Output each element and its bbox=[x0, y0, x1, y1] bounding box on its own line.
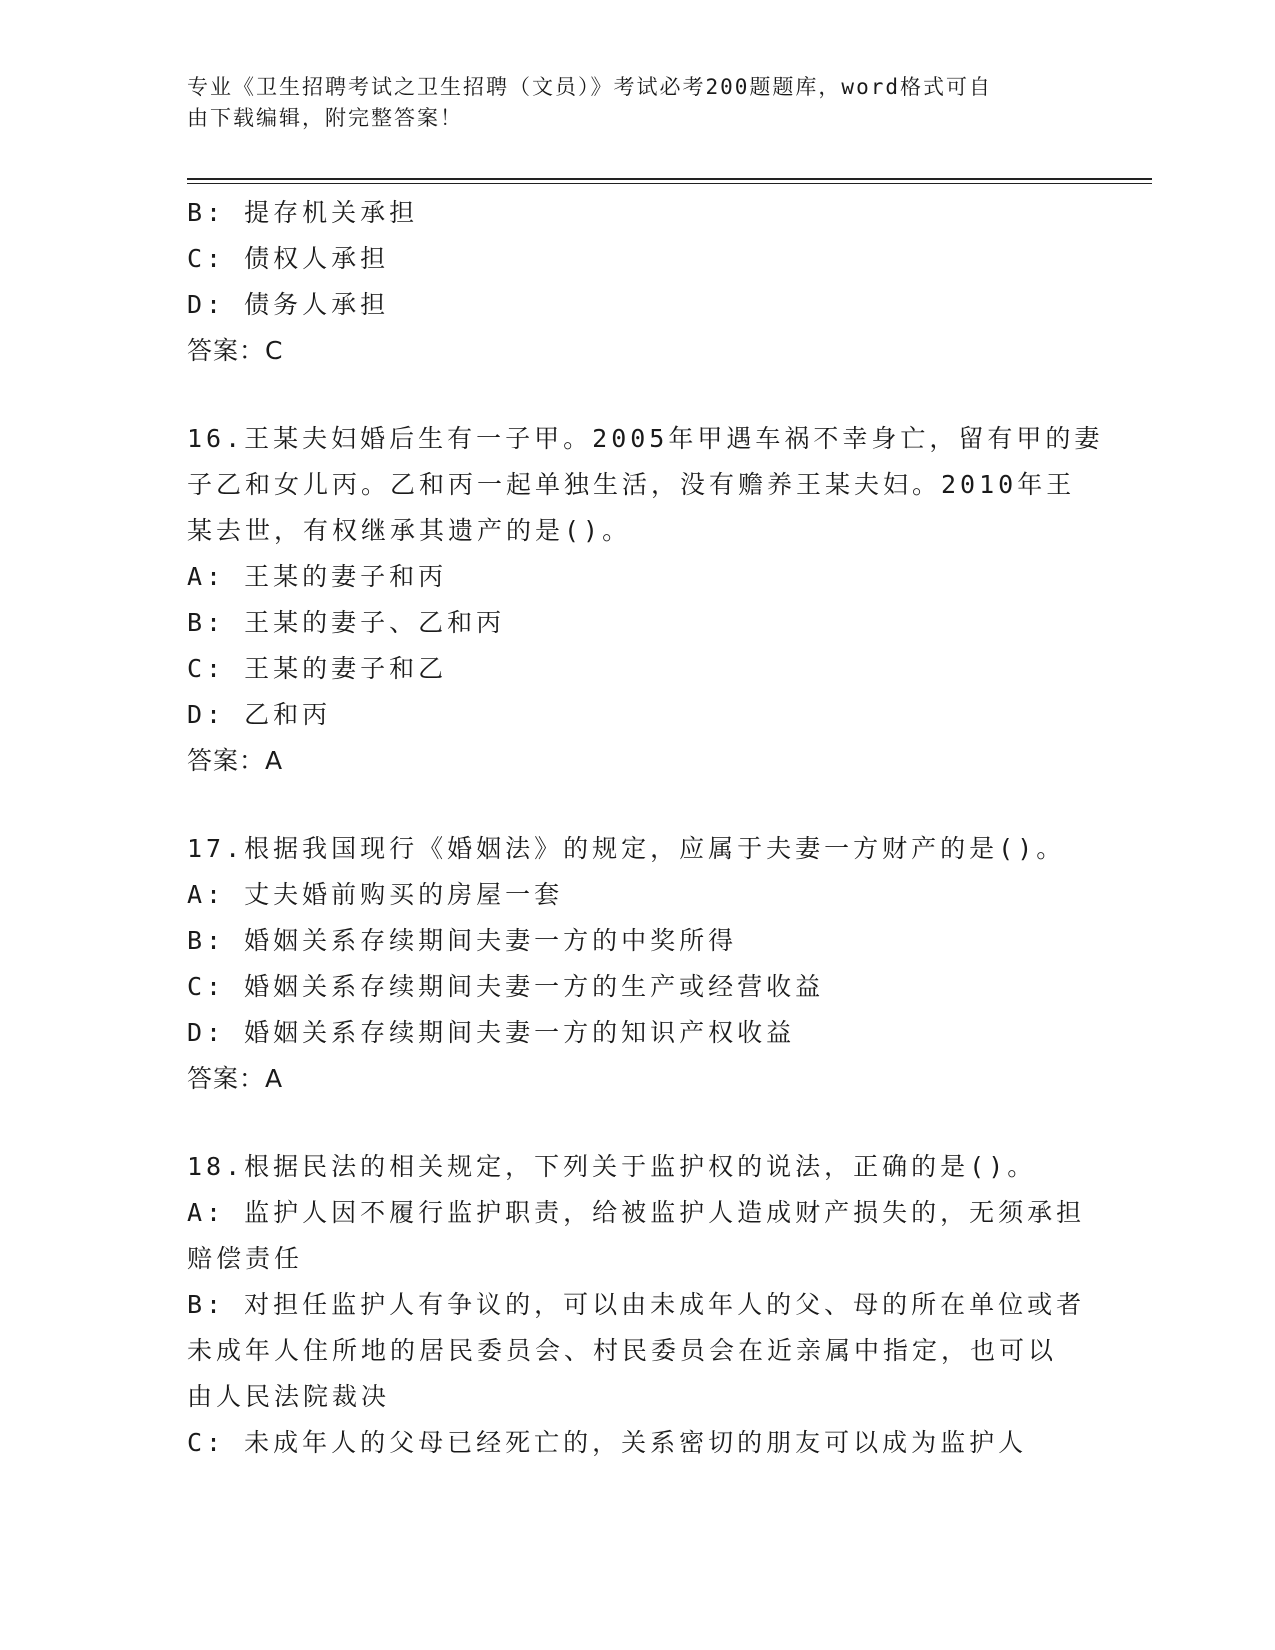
answer-label: 答案：C bbox=[187, 336, 284, 365]
question-gap bbox=[187, 1102, 1087, 1144]
option-a: A: 丈夫婚前购买的房屋一套 bbox=[187, 880, 564, 909]
answer-label: 答案：A bbox=[187, 1064, 284, 1093]
option-a: A: 王某的妻子和丙 bbox=[187, 562, 448, 591]
option-c: C: 未成年人的父母已经死亡的，关系密切的朋友可以成为监护人 bbox=[187, 1428, 1028, 1457]
question-list bbox=[187, 190, 1104, 1466]
option-a: A: 监护人因不履行监护职责，给被监护人造成财产损失的，无须承担 bbox=[187, 1198, 1086, 1227]
option-b-continued: 未成年人住所地的居民委员会、村民委员会在近亲属中指定，也可以 bbox=[187, 1336, 1058, 1365]
document-header bbox=[187, 72, 1087, 134]
question-gap bbox=[187, 784, 1087, 826]
option-c: C: 债权人承担 bbox=[187, 244, 390, 273]
option-d: D: 债务人承担 bbox=[187, 290, 390, 319]
question-stem: 17.根据我国现行《婚姻法》的规定，应属于夫妻一方财产的是()。 bbox=[187, 834, 1066, 863]
answer-label: 答案：A bbox=[187, 746, 284, 775]
question-stem: 某去世，有权继承其遗产的是()。 bbox=[187, 516, 632, 545]
question-gap bbox=[187, 374, 1087, 416]
option-d: D: 乙和丙 bbox=[187, 700, 332, 729]
question-17 bbox=[187, 826, 1087, 1102]
header-line-2: 由下载编辑，附完整答案！ bbox=[187, 106, 463, 130]
option-b: B: 提存机关承担 bbox=[187, 198, 419, 227]
option-c: C: 婚姻关系存续期间夫妻一方的生产或经营收益 bbox=[187, 972, 825, 1001]
option-b: B: 婚姻关系存续期间夫妻一方的中奖所得 bbox=[187, 926, 738, 955]
question-18 bbox=[187, 1144, 1087, 1466]
header-line-1: 专业《卫生招聘考试之卫生招聘（文员）》考试必考200题题库，word格式可自 bbox=[187, 75, 992, 99]
header-divider-thick bbox=[187, 178, 1152, 180]
option-d: D: 婚姻关系存续期间夫妻一方的知识产权收益 bbox=[187, 1018, 796, 1047]
option-c: C: 王某的妻子和乙 bbox=[187, 654, 448, 683]
header-divider-thin bbox=[187, 183, 1152, 184]
question-15 bbox=[187, 190, 1087, 374]
option-b: B: 对担任监护人有争议的，可以由未成年人的父、母的所在单位或者 bbox=[187, 1290, 1086, 1319]
option-b: B: 王某的妻子、乙和丙 bbox=[187, 608, 506, 637]
option-b-continued: 由人民法院裁决 bbox=[187, 1382, 391, 1411]
question-stem: 子乙和女儿丙。乙和丙一起单独生活，没有赡养王某夫妇。2010年王 bbox=[187, 470, 1076, 499]
option-a-continued: 赔偿责任 bbox=[187, 1244, 304, 1273]
question-stem: 16.王某夫妇婚后生有一子甲。2005年甲遇车祸不幸身亡，留有甲的妻 bbox=[187, 424, 1104, 453]
question-stem: 18.根据民法的相关规定，下列关于监护权的说法，正确的是()。 bbox=[187, 1152, 1037, 1181]
question-16 bbox=[187, 416, 1104, 784]
